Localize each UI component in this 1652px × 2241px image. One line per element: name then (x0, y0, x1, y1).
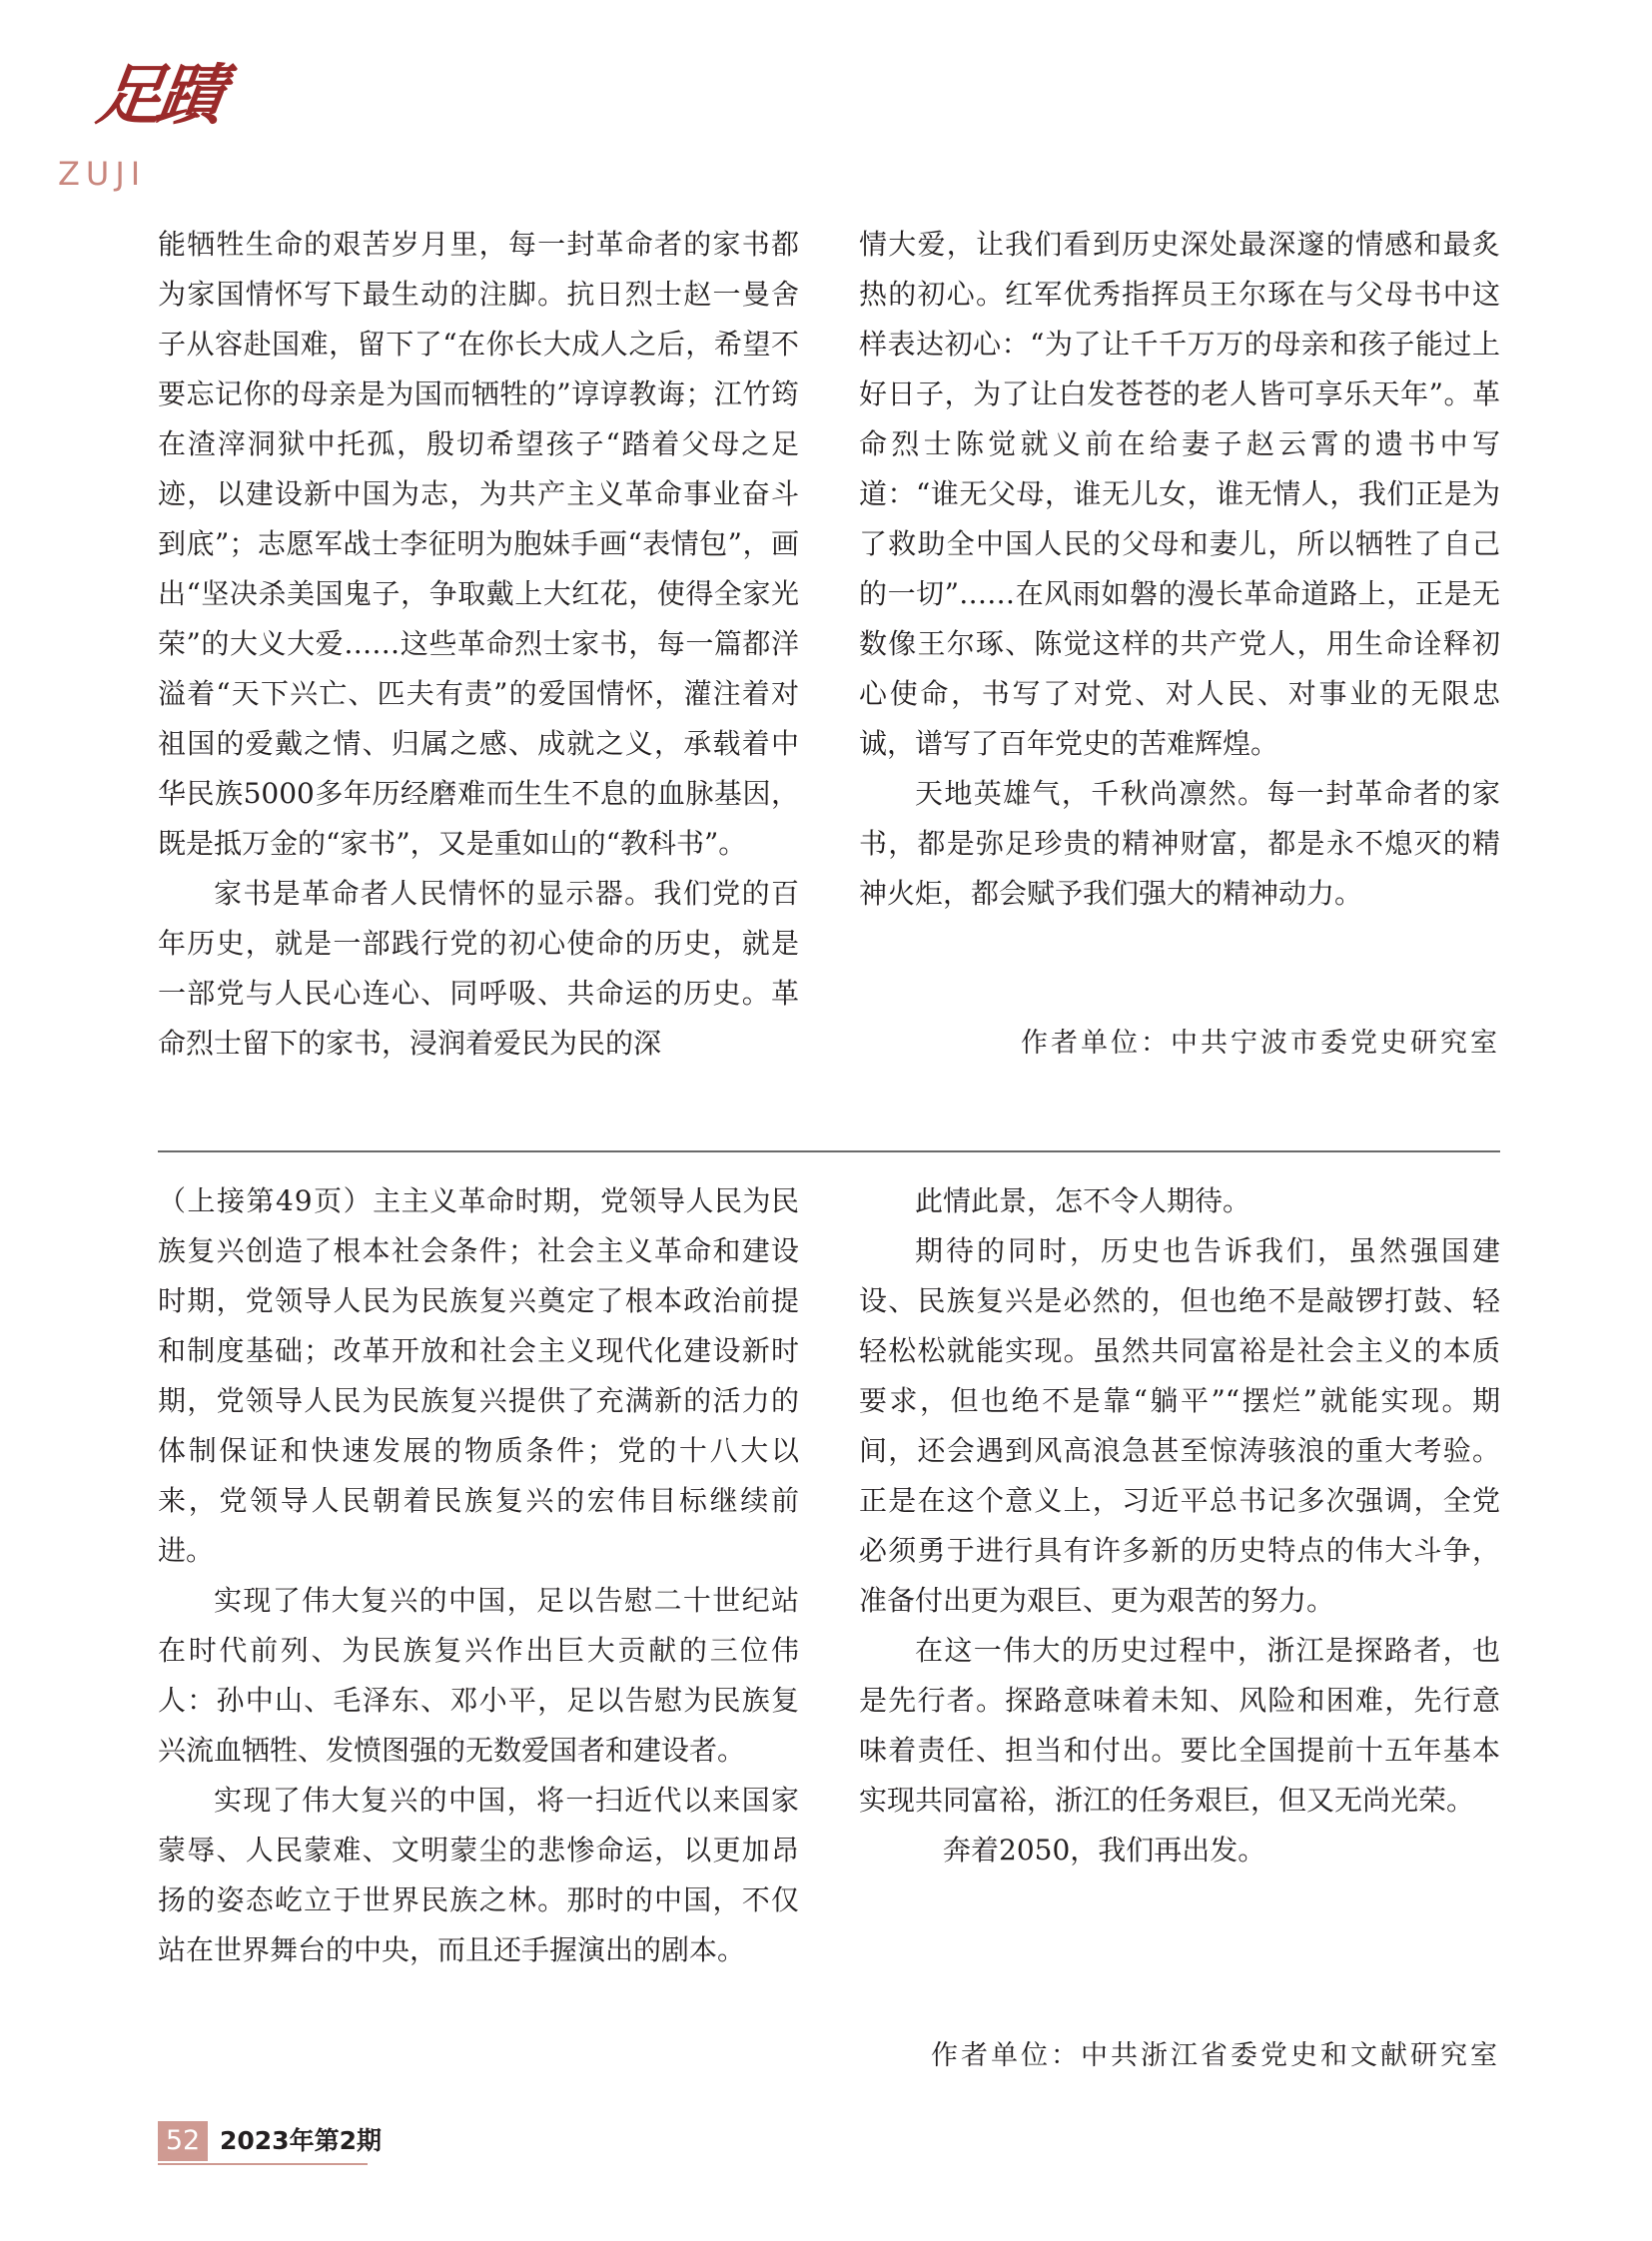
bottom-article-left-column (158, 1176, 799, 1975)
paragraph: 情大爱，让我们看到历史深处最深邃的情感和最炙热的初心。红军优秀指挥员王尔琢在与父母书中这样表达初心：“为了让千千万万的母亲和孩子能过上好日子，为了让白发苍苍的老人皆可享乐天年”。革命烈士陈觉就义前在给妻子赵云霄的遗书中写道：“谁无父母，谁无儿女，谁无情人，我们正是为了救助全中国人民的父母和妻儿，所以牺牲了自己的一切”……在风雨如磐的漫长革命道路上，正是无数像王尔琢、陈觉这样的共产党人，用生命诠释初心使命，书写了对党、对人民、对事业的无限忠诚，谱写了百年党史的苦难辉煌。 (859, 228, 1500, 760)
paragraph: 实现了伟大复兴的中国，足以告慰二十世纪站在时代前列、为民族复兴作出巨大贡献的三位伟人：孙中山、毛泽东、邓小平，足以告慰为民族复兴流血牺牲、发愤图强的无数爱国者和建设者。 (158, 1584, 799, 1767)
paragraph: 能牺牲生命的艰苦岁月里，每一封革命者的家书都为家国情怀写下最生动的注脚。抗日烈士赵一曼舍子从容赴国难，留下了“在你长大成人之后，希望不要忘记你的母亲是为国而牺牲的”谆谆教诲；江竹筠在渣滓洞狱中托孤，殷切希望孩子“踏着父母之足迹，以建设新中国为志，为共产主义革命事业奋斗到底”；志愿军战士李征明为胞妹手画“表情包”，画出“坚决杀美国鬼子，争取戴上大红花，使得全家光荣”的大义大爱……这些革命烈士家书，每一篇都洋溢着“天下兴亡、匹夫有责”的爱国情怀，灌注着对祖国的爱戴之情、归属之感、成就之义，承载着中华民族5000多年历经磨难而生生不息的血脉基因，既是抵万金的“家书”，又是重如山的“教科书”。 (158, 228, 799, 860)
paragraph: 实现了伟大复兴的中国，将一扫近代以来国家蒙辱、人民蒙难、文明蒙尘的悲惨命运，以更加昂扬的姿态屹立于世界民族之林。那时的中国，不仅站在世界舞台的中央，而且还手握演出的剧本。 (158, 1784, 799, 1966)
top-article-right-column (859, 220, 1500, 919)
paragraph: 天地英雄气，千秋尚凛然。每一封革命者的家书，都是弥足珍贵的精神财富，都是永不熄灭的精神火炬，都会赋予我们强大的精神动力。 (859, 777, 1500, 910)
article-divider (158, 1150, 1500, 1152)
paragraph (158, 1176, 799, 1576)
top-article-left-column (158, 220, 799, 1069)
page-number: 52 (158, 2121, 208, 2161)
paragraph: 期待的同时，历史也告诉我们，虽然强国建设、民族复兴是必然的，但也绝不是敲锣打鼓、轻轻松松就能实现。虽然共同富裕是社会主义的本质要求，但也绝不是靠“躺平”“摆烂”就能实现。期间，还会遇到风高浪急甚至惊涛骇浪的重大考验。正是在这个意义上，习近平总书记多次强调，全党必须勇于进行具有许多新的历史特点的伟大斗争，准备付出更为艰巨、更为艰苦的努力。 (859, 1234, 1500, 1617)
footer-rule (158, 2163, 368, 2165)
issue-label: 2023年第2期 (220, 2126, 382, 2155)
paragraph: 奔着2050，我们再出发。 (943, 1834, 1266, 1867)
paragraph: 家书是革命者人民情怀的显示器。我们党的百年历史，就是一部践行党的初心使命的历史，就是一部党与人民心连心、同呼吸、共命运的历史。革命烈士留下的家书，浸润着爱民为民的深 (158, 877, 799, 1060)
bottom-article-right-column (859, 1176, 1500, 1875)
continued-from-note: （上接第49页） (158, 1184, 374, 1217)
top-article-author: 作者单位：中共宁波市委党史研究室 (1021, 1028, 1500, 1059)
paragraph-text: 主主义革命时期，党领导人民为民族复兴创造了根本社会条件；社会主义革命和建设时期，党领导人民为民族复兴奠定了根本政治前提和制度基础；改革开放和社会主义现代化建设新时期，党领导人民为民族复兴提供了充满新的活力的体制保证和快速发展的物质条件；党的十八大以来，党领导人民朝着民族复兴的宏伟目标继续前进。 (158, 1184, 799, 1567)
bottom-article-author: 作者单位：中共浙江省委党史和文献研究室 (931, 2040, 1500, 2071)
magazine-logo (56, 58, 246, 198)
logo-pinyin: ZUJI (58, 155, 147, 193)
logo-chinese: 足蹟 (92, 56, 224, 134)
paragraph: 在这一伟大的历史过程中，浙江是探路者，也是先行者。探路意味着未知、风险和困难，先行意味着责任、担当和付出。要比全国提前十五年基本实现共同富裕，浙江的任务艰巨，但又无尚光荣。 (859, 1634, 1500, 1817)
paragraph: 此情此景，怎不令人期待。 (915, 1184, 1251, 1217)
